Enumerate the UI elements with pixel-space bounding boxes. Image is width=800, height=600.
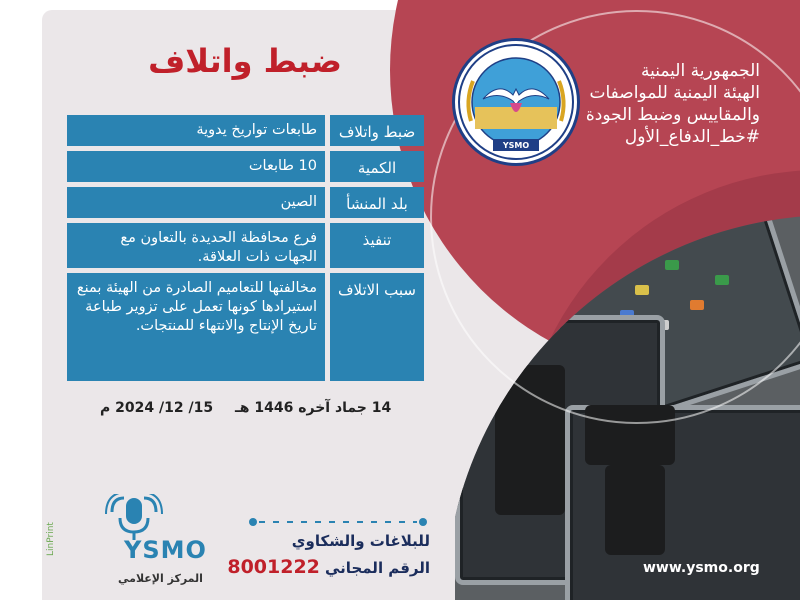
hijri-date: 14 جماد آخره 1446 هـ [235,400,392,416]
media-center-label: المركز الإعلامي [118,572,203,585]
row-value: 10 طابعات [67,151,325,182]
emblem-abbr: YSMO [502,141,530,150]
gov-line-3: والمقاييس وضبط الجودة [585,105,760,125]
row-value: فرع محافظة الحديدة بالتعاون مع الجهات ذات العلاقة. [67,223,325,268]
page-title: ضبط واتلاف [148,42,342,80]
row-value: مخالفتها للتعاميم الصادرة من الهيئة بمنع استيرادها كونها تعمل على تزوير طباعة تاريخ الإنتاج والانتهاء للمنتجات. [67,273,325,381]
row-label: ضبط واتلاف [330,115,424,146]
hashtag: #خط_الدفاع_الأول [624,127,760,147]
website-link[interactable]: www.ysmo.org [643,560,760,576]
table-row [67,223,424,268]
side-mark [44,498,58,558]
government-header [520,60,760,148]
media-brand: YSMO [124,536,207,564]
row-value: الصين [67,187,325,218]
row-value: طابعات تواريخ يدوية [67,115,325,146]
hotline-number: 8001222 [227,556,320,578]
hotline-label: الرقم المجاني [325,559,430,577]
row-label: سبب الاتلاف [330,273,424,381]
row-label: تنفيذ [330,223,424,268]
table-row [67,273,424,381]
gov-line-2: الهيئة اليمنية للمواصفات [589,83,760,103]
table-row [67,187,424,218]
side-mark-text: LinPrint [46,522,56,556]
table-row [67,115,424,146]
gov-line-1: الجمهورية اليمنية [640,61,760,81]
media-center-logo [96,492,216,592]
hotline [227,556,430,578]
dots-divider [245,516,430,528]
table-row [67,151,424,182]
details-table [67,115,424,386]
row-label: الكمية [330,151,424,182]
row-label: بلد المنشأ [330,187,424,218]
complaints-label: للبلاغات والشكاوي [291,532,430,550]
gregorian-date: 15/ 12/ 2024 م [100,400,214,416]
printer-device [605,465,665,555]
